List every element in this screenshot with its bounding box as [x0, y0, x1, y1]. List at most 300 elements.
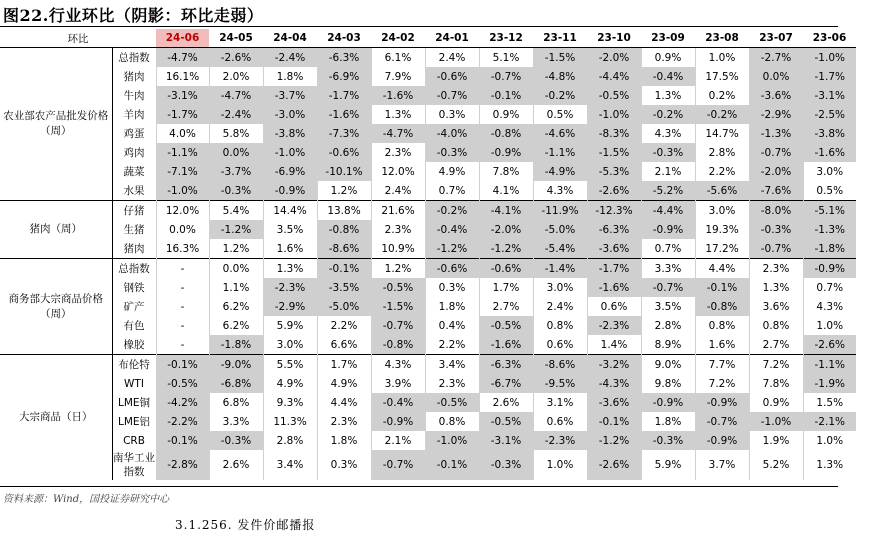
value-cell: 2.7%	[479, 297, 533, 316]
value-cell: -0.1%	[156, 355, 209, 375]
value-cell: -1.3%	[803, 220, 856, 239]
value-cell: -0.2%	[533, 86, 587, 105]
value-cell: -1.6%	[317, 105, 371, 124]
value-cell: -0.2%	[695, 105, 749, 124]
group-label: 农业部农产品批发价格（周）	[0, 48, 112, 201]
value-cell: -0.3%	[749, 220, 803, 239]
value-cell: 6.1%	[371, 48, 425, 68]
value-cell: 1.2%	[317, 181, 371, 201]
value-cell: -3.0%	[263, 105, 317, 124]
value-cell: -0.9%	[641, 220, 695, 239]
table-row	[0, 355, 856, 375]
period-header: 23-08	[695, 29, 749, 48]
period-header: 23-12	[479, 29, 533, 48]
value-cell: 0.3%	[317, 450, 371, 480]
item-label: 羊肉	[112, 105, 156, 124]
value-cell: -2.4%	[263, 48, 317, 68]
value-cell: 1.8%	[425, 297, 479, 316]
value-cell: 4.0%	[156, 124, 209, 143]
value-cell: -0.2%	[425, 201, 479, 221]
value-cell: 1.0%	[695, 48, 749, 68]
value-cell: -5.2%	[641, 181, 695, 201]
value-cell: 3.0%	[263, 335, 317, 355]
value-cell: 6.6%	[317, 335, 371, 355]
value-cell: -0.8%	[479, 124, 533, 143]
value-cell: 9.8%	[641, 374, 695, 393]
value-cell: -6.3%	[479, 355, 533, 375]
value-cell: 0.2%	[695, 86, 749, 105]
value-cell: -4.4%	[641, 201, 695, 221]
value-cell: -2.8%	[156, 450, 209, 480]
value-cell: -1.6%	[803, 143, 856, 162]
table-row	[0, 278, 856, 297]
value-cell: -2.3%	[263, 278, 317, 297]
value-cell: -	[156, 335, 209, 355]
value-cell: 3.0%	[533, 278, 587, 297]
value-cell: -9.0%	[209, 355, 263, 375]
value-cell: -0.7%	[371, 316, 425, 335]
value-cell: 1.7%	[317, 355, 371, 375]
value-cell: -0.5%	[587, 86, 641, 105]
item-label: 鸡肉	[112, 143, 156, 162]
period-header: 23-11	[533, 29, 587, 48]
value-cell: -2.1%	[803, 412, 856, 431]
value-cell: -1.0%	[425, 431, 479, 450]
value-cell: 16.3%	[156, 239, 209, 259]
value-cell: -3.7%	[209, 162, 263, 181]
value-cell: -6.9%	[317, 67, 371, 86]
value-cell: -5.6%	[695, 181, 749, 201]
value-cell: -1.8%	[209, 335, 263, 355]
value-cell: 2.2%	[425, 335, 479, 355]
table-row	[0, 124, 856, 143]
item-label: 猪肉	[112, 239, 156, 259]
value-cell: -0.1%	[587, 412, 641, 431]
table-row	[0, 297, 856, 316]
value-cell: 3.3%	[209, 412, 263, 431]
period-header: 24-02	[371, 29, 425, 48]
value-cell: -2.0%	[479, 220, 533, 239]
value-cell: -1.5%	[533, 48, 587, 68]
value-cell: 0.0%	[156, 220, 209, 239]
value-cell: -2.6%	[209, 48, 263, 68]
table-row	[0, 181, 856, 201]
value-cell: -0.1%	[479, 86, 533, 105]
value-cell: 2.4%	[371, 181, 425, 201]
group-label: 大宗商品（日）	[0, 355, 112, 481]
value-cell: 1.0%	[803, 431, 856, 450]
source-note: 资料来源：Wind，国投证券研究中心	[3, 494, 170, 505]
value-cell: -0.3%	[479, 450, 533, 480]
value-cell: -1.1%	[803, 355, 856, 375]
value-cell: -0.9%	[641, 393, 695, 412]
value-cell: -2.4%	[209, 105, 263, 124]
value-cell: -2.6%	[587, 450, 641, 480]
value-cell: 3.9%	[371, 374, 425, 393]
item-label: 仔猪	[112, 201, 156, 221]
value-cell: -1.7%	[587, 259, 641, 279]
table-row	[0, 105, 856, 124]
value-cell: 0.5%	[803, 181, 856, 201]
value-cell: -3.1%	[479, 431, 533, 450]
value-cell: -12.3%	[587, 201, 641, 221]
value-cell: 4.9%	[317, 374, 371, 393]
value-cell: 1.0%	[533, 450, 587, 480]
item-label: 水果	[112, 181, 156, 201]
value-cell: 1.2%	[209, 239, 263, 259]
value-cell: -1.0%	[156, 181, 209, 201]
table-row	[0, 374, 856, 393]
value-cell: 2.3%	[749, 259, 803, 279]
value-cell: 2.0%	[209, 67, 263, 86]
value-cell: -4.9%	[533, 162, 587, 181]
value-cell: 1.8%	[317, 431, 371, 450]
table-group	[0, 48, 856, 201]
value-cell: 2.2%	[695, 162, 749, 181]
value-cell: -6.3%	[587, 220, 641, 239]
value-cell: -4.2%	[156, 393, 209, 412]
value-cell: -6.9%	[263, 162, 317, 181]
value-cell: -0.7%	[425, 86, 479, 105]
value-cell: 1.3%	[641, 86, 695, 105]
value-cell: -0.9%	[479, 143, 533, 162]
value-cell: 3.4%	[263, 450, 317, 480]
item-label: CRB	[112, 431, 156, 450]
value-cell: -0.3%	[425, 143, 479, 162]
value-cell: 0.8%	[695, 316, 749, 335]
header-row	[0, 29, 856, 48]
item-label: 橡胶	[112, 335, 156, 355]
value-cell: -	[156, 316, 209, 335]
value-cell: -8.6%	[317, 239, 371, 259]
value-cell: -4.1%	[479, 201, 533, 221]
item-label: LME铜	[112, 393, 156, 412]
value-cell: -2.2%	[156, 412, 209, 431]
table-group	[0, 355, 856, 481]
value-cell: -0.5%	[425, 393, 479, 412]
table-row	[0, 67, 856, 86]
value-cell: 0.8%	[749, 316, 803, 335]
bottom-rule	[0, 486, 838, 487]
period-header: 23-10	[587, 29, 641, 48]
value-cell: -0.7%	[479, 67, 533, 86]
item-label: 鸡蛋	[112, 124, 156, 143]
item-label: 布伦特	[112, 355, 156, 375]
item-label: 总指数	[112, 259, 156, 279]
item-label: 有色	[112, 316, 156, 335]
value-cell: 0.6%	[533, 335, 587, 355]
value-cell: -0.9%	[695, 393, 749, 412]
value-cell: -1.6%	[479, 335, 533, 355]
value-cell: 4.1%	[479, 181, 533, 201]
value-cell: -4.0%	[425, 124, 479, 143]
value-cell: 3.7%	[695, 450, 749, 480]
value-cell: 5.5%	[263, 355, 317, 375]
value-cell: -1.5%	[587, 143, 641, 162]
value-cell: 2.8%	[641, 316, 695, 335]
value-cell: 7.7%	[695, 355, 749, 375]
value-cell: -0.8%	[371, 335, 425, 355]
value-cell: -8.3%	[587, 124, 641, 143]
table-row	[0, 316, 856, 335]
table-row	[0, 48, 856, 68]
value-cell: 4.3%	[803, 297, 856, 316]
value-cell: 4.4%	[317, 393, 371, 412]
value-cell: -0.4%	[371, 393, 425, 412]
value-cell: -	[156, 259, 209, 279]
table-row	[0, 259, 856, 279]
value-cell: 1.3%	[749, 278, 803, 297]
value-cell: 0.3%	[425, 105, 479, 124]
value-cell: -4.7%	[371, 124, 425, 143]
table-row	[0, 450, 856, 480]
value-cell: -1.8%	[803, 239, 856, 259]
value-cell: 6.2%	[209, 316, 263, 335]
value-cell: 7.2%	[695, 374, 749, 393]
value-cell: -0.5%	[371, 278, 425, 297]
group-label: 商务部大宗商品价格（周）	[0, 259, 112, 355]
value-cell: 0.7%	[803, 278, 856, 297]
table-row	[0, 393, 856, 412]
value-cell: 16.1%	[156, 67, 209, 86]
value-cell: 6.2%	[209, 297, 263, 316]
value-cell: 2.3%	[371, 143, 425, 162]
value-cell: -3.5%	[317, 278, 371, 297]
value-cell: -5.0%	[317, 297, 371, 316]
value-cell: 2.2%	[317, 316, 371, 335]
value-cell: -0.2%	[641, 105, 695, 124]
value-cell: -0.1%	[695, 278, 749, 297]
value-cell: -3.1%	[803, 86, 856, 105]
value-cell: -2.6%	[803, 335, 856, 355]
value-cell: 2.8%	[695, 143, 749, 162]
value-cell: -0.7%	[371, 450, 425, 480]
value-cell: 2.8%	[263, 431, 317, 450]
value-cell: -1.7%	[156, 105, 209, 124]
value-cell: 12.0%	[371, 162, 425, 181]
value-cell: -0.6%	[317, 143, 371, 162]
value-cell: -0.7%	[641, 278, 695, 297]
value-cell: -0.3%	[641, 431, 695, 450]
value-cell: 4.9%	[425, 162, 479, 181]
value-cell: 2.1%	[641, 162, 695, 181]
value-cell: -6.8%	[209, 374, 263, 393]
value-cell: 3.1%	[533, 393, 587, 412]
table-row	[0, 431, 856, 450]
value-cell: 9.0%	[641, 355, 695, 375]
value-cell: 10.9%	[371, 239, 425, 259]
value-cell: 1.7%	[479, 278, 533, 297]
value-cell: 19.3%	[695, 220, 749, 239]
table-row	[0, 335, 856, 355]
value-cell: -2.9%	[263, 297, 317, 316]
value-cell: -1.2%	[209, 220, 263, 239]
value-cell: -3.6%	[587, 239, 641, 259]
item-label: 南华工业指数	[113, 452, 155, 478]
value-cell: 4.3%	[371, 355, 425, 375]
figure-title: 图22.行业环比（阴影：环比走弱）	[3, 6, 264, 25]
value-cell: 1.0%	[803, 316, 856, 335]
value-cell: 5.9%	[263, 316, 317, 335]
value-cell: -8.0%	[749, 201, 803, 221]
value-cell: 0.0%	[209, 259, 263, 279]
value-cell: -1.2%	[479, 239, 533, 259]
value-cell: -2.0%	[587, 48, 641, 68]
group-label: 猪肉（周）	[0, 201, 112, 259]
value-cell: 2.4%	[425, 48, 479, 68]
item-label: 牛肉	[112, 86, 156, 105]
value-cell: -1.6%	[587, 278, 641, 297]
value-cell: -0.6%	[425, 259, 479, 279]
value-cell: 11.3%	[263, 412, 317, 431]
value-cell: 5.2%	[749, 450, 803, 480]
value-cell: -1.6%	[371, 86, 425, 105]
period-header: 24-04	[263, 29, 317, 48]
value-cell: -0.1%	[425, 450, 479, 480]
value-cell: -0.7%	[749, 239, 803, 259]
value-cell: 7.8%	[749, 374, 803, 393]
value-cell: -2.3%	[587, 316, 641, 335]
header-label: 环比	[0, 29, 156, 48]
value-cell: 0.6%	[587, 297, 641, 316]
value-cell: 1.6%	[263, 239, 317, 259]
value-cell: -0.1%	[156, 431, 209, 450]
value-cell: -2.0%	[749, 162, 803, 181]
value-cell: -0.3%	[209, 181, 263, 201]
value-cell: 1.4%	[587, 335, 641, 355]
value-cell: 3.0%	[695, 201, 749, 221]
value-cell: 7.9%	[371, 67, 425, 86]
value-cell: 0.7%	[425, 181, 479, 201]
value-cell: -0.5%	[479, 316, 533, 335]
period-header: 23-07	[749, 29, 803, 48]
value-cell: -0.9%	[695, 431, 749, 450]
value-cell: 17.5%	[695, 67, 749, 86]
value-cell: -7.3%	[317, 124, 371, 143]
value-cell: -0.9%	[263, 181, 317, 201]
value-cell: -1.0%	[749, 412, 803, 431]
value-cell: 3.5%	[641, 297, 695, 316]
value-cell: -1.1%	[533, 143, 587, 162]
value-cell: -2.6%	[587, 181, 641, 201]
value-cell: 7.8%	[479, 162, 533, 181]
value-cell: -6.3%	[317, 48, 371, 68]
value-cell: -1.4%	[533, 259, 587, 279]
value-cell: 1.5%	[803, 393, 856, 412]
value-cell: -4.7%	[209, 86, 263, 105]
value-cell: -1.0%	[803, 48, 856, 68]
value-cell: -3.7%	[263, 86, 317, 105]
value-cell: -0.6%	[425, 67, 479, 86]
item-label: 猪肉	[112, 67, 156, 86]
value-cell: -2.3%	[533, 431, 587, 450]
value-cell: 0.0%	[749, 67, 803, 86]
value-cell: -4.7%	[156, 48, 209, 68]
value-cell: 0.3%	[425, 278, 479, 297]
value-cell: -3.2%	[587, 355, 641, 375]
item-label: 钢铁	[112, 278, 156, 297]
table-row	[0, 412, 856, 431]
value-cell: -5.0%	[533, 220, 587, 239]
value-cell: 6.8%	[209, 393, 263, 412]
value-cell: -2.7%	[749, 48, 803, 68]
value-cell: 3.6%	[749, 297, 803, 316]
value-cell: 2.1%	[371, 431, 425, 450]
value-cell: -	[156, 278, 209, 297]
value-cell: 4.9%	[263, 374, 317, 393]
value-cell: 1.3%	[803, 450, 856, 480]
period-header: 23-06	[803, 29, 856, 48]
value-cell: -9.5%	[533, 374, 587, 393]
value-cell: -0.4%	[425, 220, 479, 239]
value-cell: 3.5%	[263, 220, 317, 239]
value-cell: 1.3%	[263, 259, 317, 279]
value-cell: -11.9%	[533, 201, 587, 221]
value-cell: 1.1%	[209, 278, 263, 297]
month-on-month-table	[0, 29, 856, 480]
value-cell: 0.9%	[749, 393, 803, 412]
table-row	[0, 162, 856, 181]
period-header: 24-06	[156, 29, 209, 48]
value-cell: -0.4%	[641, 67, 695, 86]
value-cell: 0.6%	[533, 412, 587, 431]
value-cell: 5.9%	[641, 450, 695, 480]
value-cell: -3.8%	[263, 124, 317, 143]
value-cell: 1.8%	[263, 67, 317, 86]
value-cell: -5.4%	[533, 239, 587, 259]
period-header: 24-01	[425, 29, 479, 48]
value-cell: -0.3%	[641, 143, 695, 162]
value-cell: -0.5%	[479, 412, 533, 431]
value-cell: 0.9%	[641, 48, 695, 68]
value-cell: 0.0%	[209, 143, 263, 162]
value-cell: -1.2%	[587, 431, 641, 450]
item-label: 矿产	[112, 297, 156, 316]
value-cell: -1.5%	[371, 297, 425, 316]
value-cell: 1.2%	[371, 259, 425, 279]
value-cell: -	[156, 297, 209, 316]
table-row	[0, 201, 856, 221]
title-rule	[0, 26, 838, 27]
value-cell: -1.0%	[587, 105, 641, 124]
value-cell: 13.8%	[317, 201, 371, 221]
period-header: 24-05	[209, 29, 263, 48]
value-cell: 14.4%	[263, 201, 317, 221]
value-cell: 3.0%	[803, 162, 856, 181]
value-cell: 17.2%	[695, 239, 749, 259]
value-cell: 5.1%	[479, 48, 533, 68]
item-label: 总指数	[112, 48, 156, 68]
value-cell: 2.3%	[317, 412, 371, 431]
value-cell: 2.4%	[533, 297, 587, 316]
value-cell: 1.6%	[695, 335, 749, 355]
value-cell: -2.5%	[803, 105, 856, 124]
value-cell: -0.7%	[749, 143, 803, 162]
value-cell: 2.6%	[479, 393, 533, 412]
value-cell: 8.9%	[641, 335, 695, 355]
table-row	[0, 143, 856, 162]
value-cell: -4.6%	[533, 124, 587, 143]
value-cell: -1.3%	[749, 124, 803, 143]
value-cell: -0.8%	[695, 297, 749, 316]
value-cell: -1.2%	[425, 239, 479, 259]
item-label: 生猪	[112, 220, 156, 239]
value-cell: -4.8%	[533, 67, 587, 86]
value-cell: -1.7%	[317, 86, 371, 105]
value-cell: -0.6%	[479, 259, 533, 279]
value-cell: 5.4%	[209, 201, 263, 221]
value-cell: -3.1%	[156, 86, 209, 105]
